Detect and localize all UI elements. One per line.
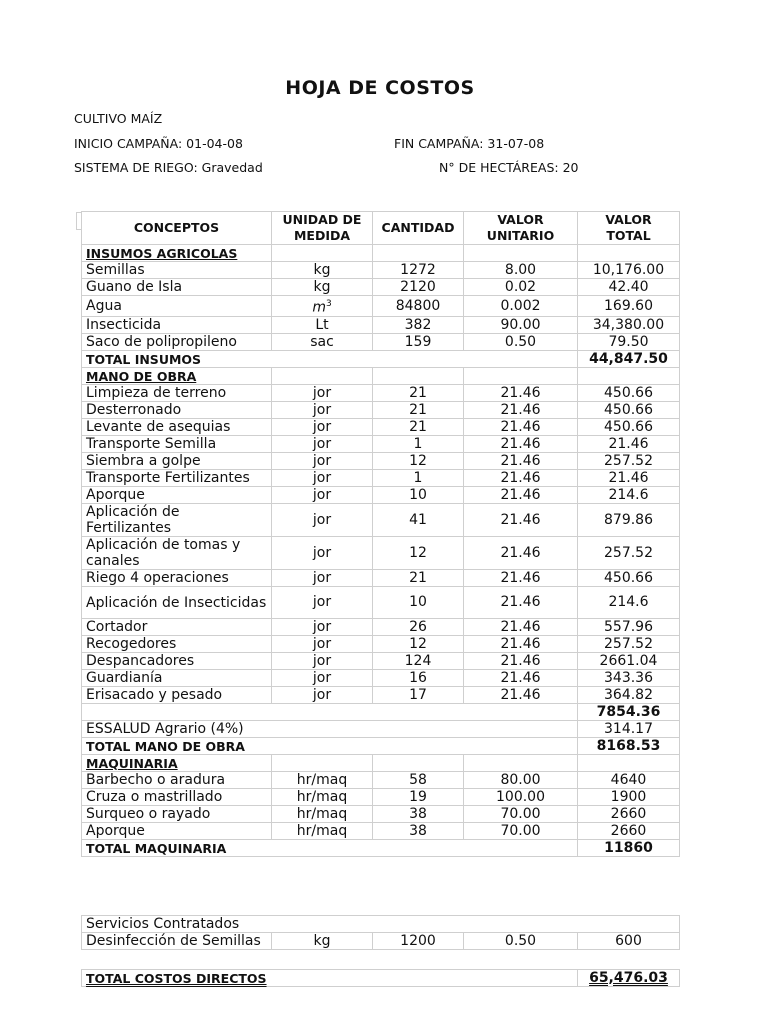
table-row <box>82 436 680 453</box>
total-row-mano-obra <box>82 738 680 755</box>
row-qty: 2120 <box>373 279 464 296</box>
total-insumos-label: TOTAL INSUMOS <box>82 351 578 368</box>
section-heading-insumos: INSUMOS AGRICOLAS <box>82 245 272 262</box>
row-concept: Aplicación de Fertilizantes <box>82 504 272 537</box>
table-row <box>82 823 680 840</box>
row-total: 879.86 <box>578 504 680 537</box>
page-title: HOJA DE COSTOS <box>285 77 475 99</box>
row-unit-value: 21.46 <box>464 537 578 570</box>
table-row <box>82 262 680 279</box>
row-unit-value: 21.46 <box>464 619 578 636</box>
table-row <box>82 317 680 334</box>
row-unit-value: 21.46 <box>464 587 578 619</box>
row-concept: Aplicación de tomas y canales <box>82 537 272 570</box>
direct-costs-table <box>81 969 680 987</box>
row-unit: jor <box>272 537 373 570</box>
table-row <box>82 504 680 537</box>
row-total: 4640 <box>578 772 680 789</box>
cost-table <box>81 211 680 857</box>
row-unit: jor <box>272 687 373 704</box>
col-header-unidad-l2: MEDIDA <box>293 228 351 243</box>
row-total: 214.6 <box>578 487 680 504</box>
hectares-count: N° DE HECTÁREAS: 20 <box>439 160 579 175</box>
row-concept: Transporte Semilla <box>82 436 272 453</box>
row-unit-value: 21.46 <box>464 453 578 470</box>
row-qty: 12 <box>373 636 464 653</box>
table-row <box>82 806 680 823</box>
irrigation-system: SISTEMA DE RIEGO: Gravedad <box>74 160 263 175</box>
row-unit: hr/maq <box>272 823 373 840</box>
row-concept: Aplicación de Insecticidas <box>82 587 272 619</box>
row-unit: jor <box>272 587 373 619</box>
row-unit: jor <box>272 504 373 537</box>
row-unit: Lt <box>272 317 373 334</box>
row-unit: jor <box>272 470 373 487</box>
subtotal-mano-obra-value: 7854.36 <box>578 704 680 721</box>
total-row-insumos <box>82 351 680 368</box>
row-total: 2661.04 <box>578 653 680 670</box>
col-header-vu-l1: VALOR <box>497 212 544 227</box>
row-unit: jor <box>272 402 373 419</box>
table-row <box>82 470 680 487</box>
row-total: 557.96 <box>578 619 680 636</box>
row-qty: 12 <box>373 453 464 470</box>
row-unit: jor <box>272 436 373 453</box>
row-concept: Insecticida <box>82 317 272 334</box>
row-concept: Despancadores <box>82 653 272 670</box>
row-unit-value: 21.46 <box>464 687 578 704</box>
row-unit: jor <box>272 453 373 470</box>
row-qty: 21 <box>373 385 464 402</box>
row-total: 42.40 <box>578 279 680 296</box>
row-unit-value: 21.46 <box>464 653 578 670</box>
table-row <box>82 653 680 670</box>
row-unit: jor <box>272 419 373 436</box>
row-total: 600 <box>578 933 680 950</box>
table-row <box>82 334 680 351</box>
row-qty: 382 <box>373 317 464 334</box>
row-unit-value: 70.00 <box>464 806 578 823</box>
total-mano-obra-label: TOTAL MANO DE OBRA <box>82 738 578 755</box>
crop-label: CULTIVO MAÍZ <box>74 111 163 126</box>
total-insumos-value: 44,847.50 <box>578 351 680 368</box>
row-concept: Cruza o mastrillado <box>82 789 272 806</box>
essalud-label: ESSALUD Agrario (4%) <box>82 721 578 738</box>
row-total: 450.66 <box>578 419 680 436</box>
row-total: 21.46 <box>578 470 680 487</box>
total-direct-costs-value: 65,476.03 <box>578 970 680 987</box>
row-qty: 10 <box>373 587 464 619</box>
row-unit: jor <box>272 619 373 636</box>
row-unit-value: 80.00 <box>464 772 578 789</box>
row-unit-value: 21.46 <box>464 504 578 537</box>
table-row <box>82 537 680 570</box>
row-unit: kg <box>272 933 373 950</box>
row-total: 257.52 <box>578 453 680 470</box>
services-table <box>81 915 680 950</box>
total-row-maquinaria <box>82 840 680 857</box>
row-unit-value: 21.46 <box>464 419 578 436</box>
row-qty: 21 <box>373 570 464 587</box>
col-header-cantidad: CANTIDAD <box>373 212 464 245</box>
col-header-vt-l1: VALOR <box>605 212 652 227</box>
row-unit-value: 0.50 <box>464 334 578 351</box>
table-row <box>82 789 680 806</box>
row-unit-value: 21.46 <box>464 385 578 402</box>
row-qty: 26 <box>373 619 464 636</box>
table-header-row <box>82 212 680 245</box>
row-concept: Desterronado <box>82 402 272 419</box>
row-total: 79.50 <box>578 334 680 351</box>
total-direct-costs-label: TOTAL COSTOS DIRECTOS <box>82 970 578 987</box>
row-unit-value: 0.002 <box>464 296 578 317</box>
row-total: 450.66 <box>578 570 680 587</box>
total-mano-obra-value: 8168.53 <box>578 738 680 755</box>
section-heading-row <box>82 368 680 385</box>
col-header-valor-total <box>578 212 680 245</box>
table-row <box>82 636 680 653</box>
table-row <box>82 487 680 504</box>
row-concept: Limpieza de terreno <box>82 385 272 402</box>
table-row <box>82 419 680 436</box>
row-qty: 159 <box>373 334 464 351</box>
row-concept: Barbecho o aradura <box>82 772 272 789</box>
row-total: 34,380.00 <box>578 317 680 334</box>
row-unit-value: 0.02 <box>464 279 578 296</box>
row-qty: 124 <box>373 653 464 670</box>
row-unit-value: 0.50 <box>464 933 578 950</box>
row-unit-value: 90.00 <box>464 317 578 334</box>
row-qty: 16 <box>373 670 464 687</box>
row-concept: Agua <box>82 296 272 317</box>
row-unit-value: 70.00 <box>464 823 578 840</box>
col-header-unidad-l1: UNIDAD DE <box>282 212 362 227</box>
campaign-start: INICIO CAMPAÑA: 01-04-08 <box>74 136 243 151</box>
row-qty: 41 <box>373 504 464 537</box>
row-unit-value: 100.00 <box>464 789 578 806</box>
row-qty: 38 <box>373 823 464 840</box>
row-qty: 1 <box>373 470 464 487</box>
row-unit: jor <box>272 653 373 670</box>
row-unit-value: 21.46 <box>464 487 578 504</box>
table-row <box>82 587 680 619</box>
essalud-row <box>82 721 680 738</box>
total-direct-costs-row <box>82 970 680 987</box>
table-row <box>82 385 680 402</box>
row-qty: 21 <box>373 402 464 419</box>
table-row <box>82 296 680 317</box>
row-unit: kg <box>272 262 373 279</box>
row-qty: 84800 <box>373 296 464 317</box>
row-total: 2660 <box>578 806 680 823</box>
row-unit: hr/maq <box>272 806 373 823</box>
table-row <box>82 402 680 419</box>
row-total: 169.60 <box>578 296 680 317</box>
section-heading-row <box>82 755 680 772</box>
row-total: 257.52 <box>578 537 680 570</box>
row-unit-value: 21.46 <box>464 470 578 487</box>
table-row <box>82 933 680 950</box>
col-header-vt-l2: TOTAL <box>606 228 651 243</box>
row-qty: 1 <box>373 436 464 453</box>
row-concept: Recogedores <box>82 636 272 653</box>
table-row <box>82 670 680 687</box>
row-qty: 38 <box>373 806 464 823</box>
col-header-valor-unitario <box>464 212 578 245</box>
row-unit-base: m <box>312 299 326 316</box>
row-concept: Siembra a golpe <box>82 453 272 470</box>
section-heading-mano-obra: MANO DE OBRA <box>82 368 272 385</box>
services-heading: Servicios Contratados <box>82 916 680 933</box>
row-qty: 19 <box>373 789 464 806</box>
essalud-value: 314.17 <box>578 721 680 738</box>
row-unit: hr/maq <box>272 772 373 789</box>
row-concept: Riego 4 operaciones <box>82 570 272 587</box>
row-total: 450.66 <box>578 385 680 402</box>
row-concept: Erisacado y pesado <box>82 687 272 704</box>
table-row <box>82 619 680 636</box>
subtotal-row-mano-obra <box>82 704 680 721</box>
row-concept: Cortador <box>82 619 272 636</box>
row-unit-value: 21.46 <box>464 570 578 587</box>
row-unit-value: 21.46 <box>464 670 578 687</box>
row-total: 214.6 <box>578 587 680 619</box>
row-total: 343.36 <box>578 670 680 687</box>
row-unit: jor <box>272 385 373 402</box>
table-row <box>82 772 680 789</box>
row-unit-exponent: 3 <box>325 298 332 309</box>
table-row <box>82 453 680 470</box>
row-concept: Guardianía <box>82 670 272 687</box>
row-unit <box>272 296 373 317</box>
row-qty: 21 <box>373 419 464 436</box>
row-concept: Saco de polipropileno <box>82 334 272 351</box>
row-qty: 17 <box>373 687 464 704</box>
row-concept: Surqueo o rayado <box>82 806 272 823</box>
row-total: 257.52 <box>578 636 680 653</box>
row-unit-value: 21.46 <box>464 402 578 419</box>
row-total: 364.82 <box>578 687 680 704</box>
row-total: 1900 <box>578 789 680 806</box>
total-maquinaria-label: TOTAL MAQUINARIA <box>82 840 578 857</box>
row-concept: Aporque <box>82 487 272 504</box>
row-unit-value: 8.00 <box>464 262 578 279</box>
row-total: 21.46 <box>578 436 680 453</box>
section-heading-row <box>82 245 680 262</box>
row-unit-value: 21.46 <box>464 636 578 653</box>
row-unit-value: 21.46 <box>464 436 578 453</box>
table-row <box>82 279 680 296</box>
row-concept: Desinfección de Semillas <box>82 933 272 950</box>
campaign-end: FIN CAMPAÑA: 31-07-08 <box>394 136 545 151</box>
row-concept: Semillas <box>82 262 272 279</box>
row-concept: Aporque <box>82 823 272 840</box>
col-header-unidad <box>272 212 373 245</box>
row-qty: 12 <box>373 537 464 570</box>
row-unit: hr/maq <box>272 789 373 806</box>
row-unit: kg <box>272 279 373 296</box>
row-unit: jor <box>272 670 373 687</box>
col-header-conceptos: CONCEPTOS <box>82 212 272 245</box>
section-heading-maquinaria: MAQUINARIA <box>82 755 272 772</box>
row-unit: jor <box>272 487 373 504</box>
row-total: 450.66 <box>578 402 680 419</box>
row-unit: jor <box>272 570 373 587</box>
row-unit: sac <box>272 334 373 351</box>
row-qty: 10 <box>373 487 464 504</box>
row-qty: 58 <box>373 772 464 789</box>
table-row <box>82 570 680 587</box>
row-concept: Transporte Fertilizantes <box>82 470 272 487</box>
row-concept: Guano de Isla <box>82 279 272 296</box>
row-qty: 1200 <box>373 933 464 950</box>
table-row <box>82 687 680 704</box>
row-qty: 1272 <box>373 262 464 279</box>
row-unit: jor <box>272 636 373 653</box>
row-concept: Levante de asequias <box>82 419 272 436</box>
services-heading-row <box>82 916 680 933</box>
total-maquinaria-value: 11860 <box>578 840 680 857</box>
row-total: 2660 <box>578 823 680 840</box>
col-header-vu-l2: UNITARIO <box>486 228 555 243</box>
row-total: 10,176.00 <box>578 262 680 279</box>
